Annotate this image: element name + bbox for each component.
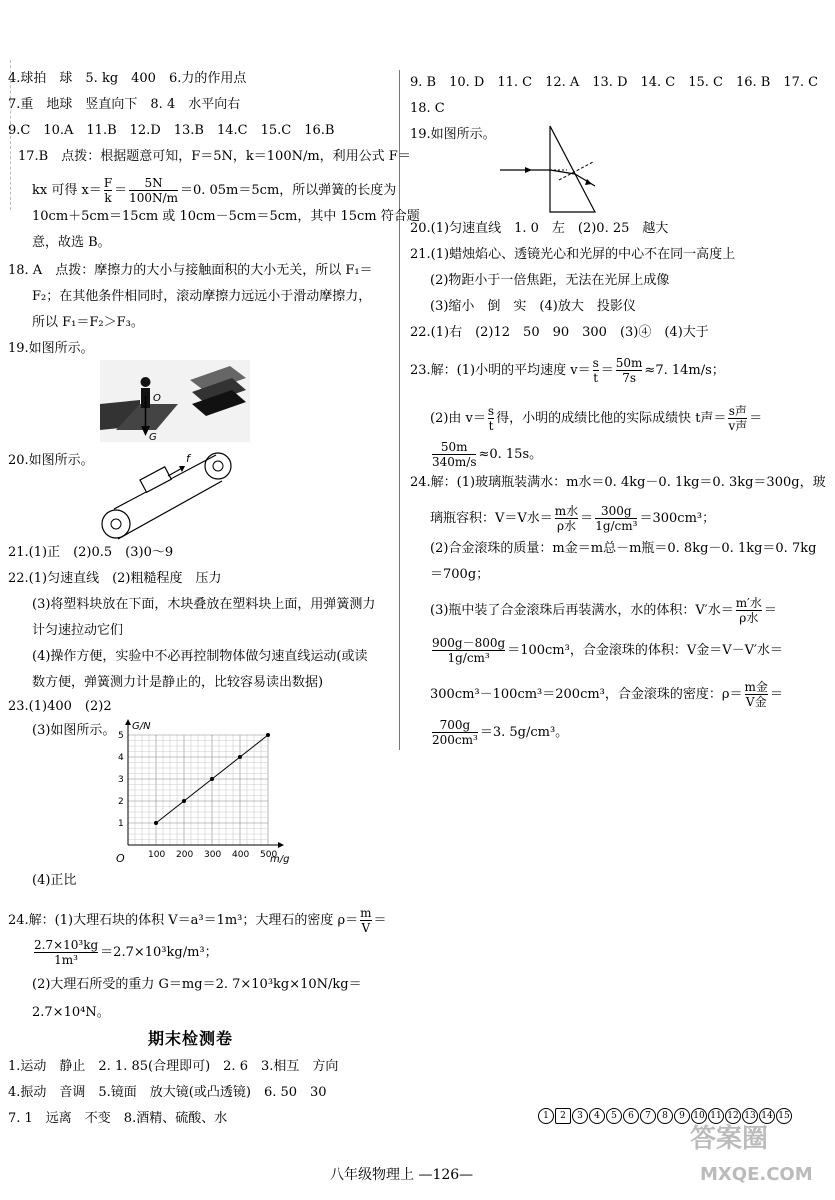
answer-23-right-line1: 23.解：(1)小明的平均速度 v＝ $\frac{s}{t}$ ＝ $\frac{50m}{7s}$ ≈7. 14m/s； [410,356,725,385]
fraction: $\frac{50m}{7s}$ [615,356,643,385]
page-index-circle: 7 [640,1108,656,1124]
fraction: $\frac{5N}{100N/m}$ [129,176,178,205]
answer-24-line2: $\frac{\text{2.7×10³kg}}{\text{1m³}}$ ＝2.7×10³kg/m³； [34,938,218,967]
fraction: $\frac{900g-800g}{\text{1g/cm³}}$ [432,636,506,665]
answer-18-line3: 所以 F₁＝F₂＞F₃。 [32,315,144,330]
fraction: $\frac{300g}{\text{1g/cm³}}$ [595,504,638,533]
answer-24-right-line3: (2)合金滚珠的质量：m金＝m总－m瓶＝0. 8kg－0. 1kg＝0. 7kg [430,541,817,556]
x-tick-label: 300 [204,850,222,860]
page-footer-label: 八年级物理上 —126— [330,1167,474,1183]
page-index-circle: 8 [657,1108,673,1124]
watermark-url: MXQE.COM [700,1164,813,1185]
x-tick-label: 200 [176,850,194,860]
y-tick-label: 3 [118,775,124,785]
y-tick-label: 1 [118,819,124,829]
y-tick-label: 5 [118,731,124,741]
answer-18-line2: F₂；在其他条件相同时，滚动摩擦力远远小于滑动摩擦力， [32,289,372,304]
page-index-circle: 11 [708,1108,724,1124]
page-index-circle: 3 [572,1108,588,1124]
answer-21-right-line3: (3)缩小 倒 实 (4)放大 投影仪 [430,299,636,314]
fraction: $\frac{\text{2.7×10³kg}}{\text{1m³}}$ [34,938,99,967]
answer-line: 18. C [410,101,445,116]
answer-22-line4: (4)操作方便，实验中不必再控制物体做匀速直线运动(或读 [32,649,368,664]
answer-19: 19.如图所示。 [8,341,94,356]
fraction: $\frac{s}{t}$ [487,404,495,433]
graph-axes [118,719,284,860]
answer-24-right-line7: 300cm³－100cm³＝200cm³，合金滚珠的密度：ρ＝ $\frac{\text{m金}}{\text{V金}}$ ＝ [430,680,783,709]
answer-20: 20.如图所示。 [8,453,94,468]
answer-23-line2: (3)如图所示。 [32,723,116,738]
fraction: $\frac{\text{s声}}{\text{v声}}$ [728,404,748,433]
answer-22-line1: 22.(1)匀速直线 (2)粗糙程度 压力 [8,571,222,586]
page-index-circle: 6 [623,1108,639,1124]
friction-label: f [186,452,190,465]
answer-line: 9. B 10. D 11. C 12. A 13. D 14. C 15. C 16. B 17. C [410,75,819,90]
x-axis-arrow [278,842,284,848]
answer-21-right-line2: (2)物距小于一倍焦距，无法在光屏上成像 [430,273,670,288]
fraction: $\frac{700g}{\text{200cm³}}$ [432,718,478,747]
answer-24-right-line6: $\frac{900g-800g}{\text{1g/cm³}}$ ＝100cm³，合金滚珠的体积：V金＝V－V′水＝ [432,636,783,665]
answer-24-line1: 24.解：(1)大理石块的体积 V＝a³＝1m³；大理石的密度 ρ＝ $\frac{m}{V}$ ＝ [8,906,387,935]
answer-20-right: 20.(1)匀速直线 1. 0 左 (2)0. 25 越大 [410,221,669,236]
gravity-label: G [149,432,157,442]
section-title: 期末检测卷 [148,1029,234,1048]
point-o-label: O [153,393,161,404]
answer-23-line3: (4)正比 [32,873,77,888]
page-index-circle: 9 [674,1108,690,1124]
origin-label: O [116,852,125,865]
answer-24-line3: (2)大理石所受的重力 G＝mg＝2. 7×10³kg×10N/kg＝ [32,977,362,992]
data-point [210,777,214,781]
figure-19-prism [495,118,615,218]
answer-17-line3: 10cm＋5cm＝15cm 或 10cm－5cm＝5cm，其中 15cm 符合题 [32,209,420,224]
page-index-circle: 5 [606,1108,622,1124]
answer-22-right: 22.(1)右 (2)12 50 90 300 (3)④ (4)大于 [410,325,709,340]
y-axis-arrow [125,719,131,725]
data-point [182,799,186,803]
answer-24-line4: 2.7×10⁴N。 [32,1005,110,1020]
answer-line: 9.C 10.A 11.B 12.D 13.B 14.C 15.C 16.B [8,123,335,138]
answer-23-line1: 23.(1)400 (2)2 [8,699,112,714]
exam-answer-line: 1.运动 静止 2. 1. 85(合理即可) 2. 6 3.相互 方向 [8,1059,339,1074]
page-index-circle: 14 [759,1108,775,1124]
answer-21-right-line1: 21.(1)蜡烛焰心、透镜光心和光屏的中心不在同一高度上 [410,247,736,262]
answer-24-right-line2: 璃瓶容积：V＝V水＝ $\frac{\text{m水}}{\text{ρ水}}$ ＝ $\frac{300g}{\text{1g/cm³}}$ ＝300cm³； [430,504,716,533]
data-point [238,755,242,759]
answer-24-right-line4: ＝700g； [430,567,490,582]
answer-17-line4: 意，故选 B。 [32,235,111,250]
page-index-circle: 12 [725,1108,741,1124]
page-index-circles [538,1108,793,1124]
watermark-logo: 答案圈 [690,1124,769,1154]
fraction: $\frac{\text{m′水}}{\text{ρ水}}$ [735,596,762,625]
answer-line: 7.重 地球 竖直向下 8. 4 水平向右 [8,97,241,112]
answer-24-right-line8: $\frac{700g}{\text{200cm³}}$ ＝3. 5g/cm³。 [432,718,569,747]
page-index-circle: 4 [589,1108,605,1124]
answer-24-right-line1: 24.解：(1)玻璃瓶装满水：m水＝0. 4kg－0. 1kg＝0. 3kg＝300g，玻 [410,475,826,490]
column-divider [399,70,400,750]
x-tick-label: 500 [260,850,278,860]
answer-24-right-line5: (3)瓶中装了合金滚珠后再装满水，水的体积：V′水＝ $\frac{\text{m′水}}{\text{ρ水}}$ ＝ [430,596,777,625]
figure-19-gravity [100,360,250,442]
data-point [154,821,158,825]
fraction: $\frac{F}{k}$ [103,176,113,205]
page-index-circle: 2 [555,1108,571,1124]
answer-23-right-line3: $\frac{50m}{340m/s}$ ≈0. 15s。 [432,440,543,469]
fraction: $\frac{m}{V}$ [360,906,372,935]
answer-17-line2: kx 可得 x＝ $\frac{F}{k}$ ＝ $\frac{5N}{100N/m}$ ＝0. 05m＝5cm，所以弹簧的长度为 [32,176,397,205]
y-tick-label: 4 [118,753,124,763]
y-tick-label: 2 [118,797,124,807]
data-point [266,733,270,737]
exam-answer-line: 7. 1 远离 不变 8.酒精、硫酸、水 [8,1111,228,1126]
fraction: $\frac{s}{t}$ [592,356,599,385]
answer-22-line2: (3)将塑料块放在下面，木块叠放在塑料块上面，用弹簧测力 [32,597,376,612]
answer-22-line5: 数方便，弹簧测力计是静止的，比较容易读出数据) [32,675,324,690]
figure-20-conveyor [96,446,246,542]
page-index-circle: 1 [538,1108,554,1124]
answer-19-right: 19.如图所示。 [410,127,496,142]
page-index-circle: 13 [742,1108,758,1124]
x-axis-label: m/g [270,854,290,865]
answer-line: 4.球拍 球 5. kg 400 6.力的作用点 [8,71,247,86]
graph-g-vs-m [110,715,300,865]
answer-21: 21.(1)正 (2)0.5 (3)0～9 [8,545,174,560]
x-tick-label: 100 [148,850,166,860]
fraction: $\frac{\text{m水}}{\text{ρ水}}$ [554,504,579,533]
answer-23-right-line2: (2)由 v＝ $\frac{s}{t}$ 得，小明的成绩比他的实际成绩快 t声＝ $\frac{\text{s声}}{\text{v声}}$ ＝ [430,404,763,433]
answer-22-line3: 计匀速拉动它们 [32,623,124,638]
fraction: $\frac{50m}{340m/s}$ [432,440,477,469]
answer-17-line1: 17.B 点拨：根据题意可知，F＝5N，k＝100N/m，利用公式 F＝ [18,149,411,164]
y-axis-label: G/N [132,721,151,732]
page-index-circle: 10 [691,1108,707,1124]
page-index-circle: 15 [776,1108,792,1124]
exam-answer-line: 4.振动 音调 5.镜面 放大镜(或凸透镜) 6. 50 30 [8,1085,327,1100]
fraction: $\frac{\text{m金}}{\text{V金}}$ [744,680,768,709]
answer-18-line1: 18. A 点拨：摩擦力的大小与接触面积的大小无关，所以 F₁＝ [8,263,373,278]
x-tick-label: 400 [232,850,250,860]
